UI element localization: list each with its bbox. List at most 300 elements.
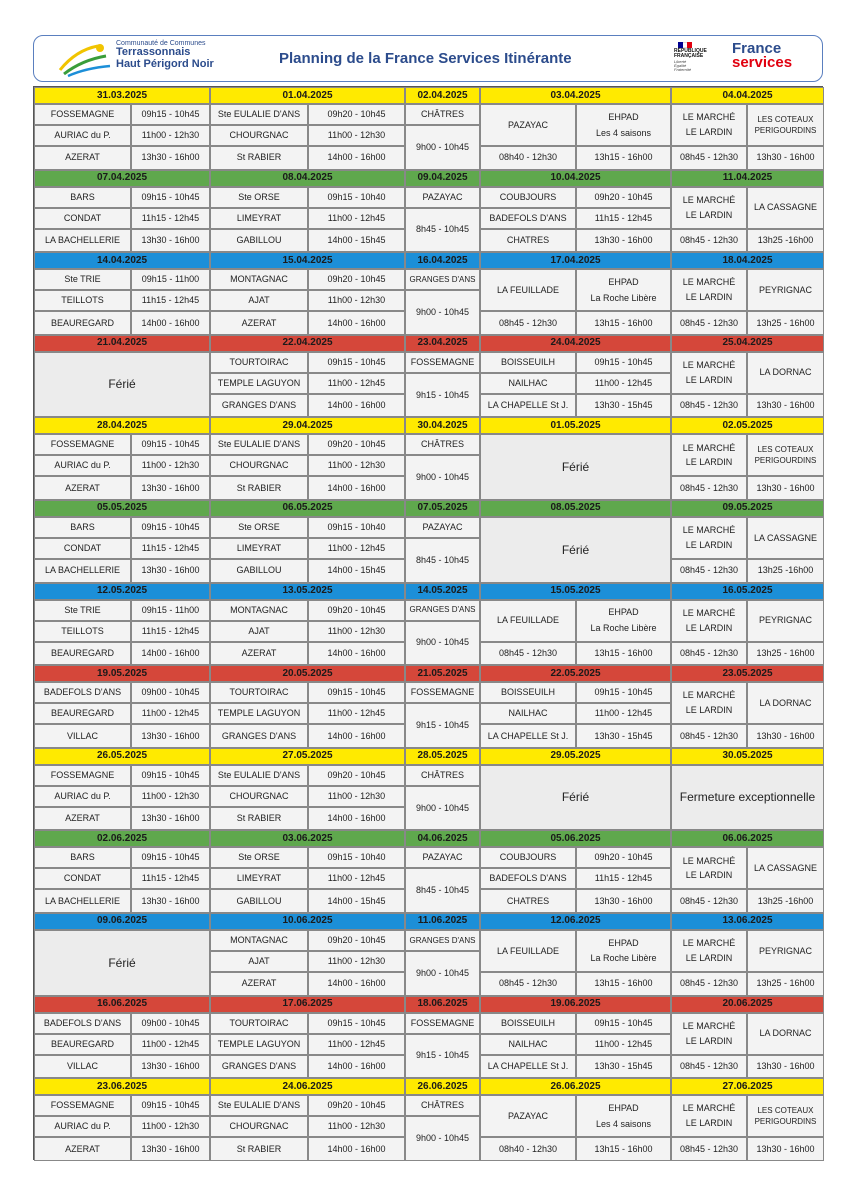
time-cell: 11h00 - 12h30 [131,786,210,807]
place-cell: CHÂTRES [405,104,480,125]
place-cell: Ste ORSE [210,517,308,538]
cell-line: LE LARDIN [685,952,733,963]
time-cell: 13h30 - 16h00 [131,476,210,500]
time-cell: 11h00 - 12h30 [131,125,210,146]
place-cell: GRANGES D'ANS [405,600,480,621]
time-cell: 14h00 - 16h00 [308,1137,405,1161]
time-cell: 11h00 - 12h45 [576,1034,671,1055]
cell-line: LE LARDIN [685,705,733,716]
time-cell: 14h00 - 16h00 [308,724,405,748]
day-header: 25.04.2025 [671,335,824,352]
time-cell: 11h00 - 12h30 [308,621,405,642]
place-cell: Ste EULALIE D'ANS [210,434,308,455]
time-cell: 14h00 - 16h00 [308,1055,405,1079]
time-cell: 14h00 - 16h00 [308,972,405,996]
fri-morning-place [671,1095,747,1137]
fri-afternoon-place: LA DORNAC [747,1013,824,1055]
rf-line2: FRANÇAISE [674,53,704,60]
place-cell: BARS [34,187,131,208]
fri-morning-time: 08h45 - 12h30 [671,394,747,418]
place-cell: FOSSEMAGNE [405,1013,480,1034]
cell-line: LE MARCHÉ [682,1103,736,1114]
holiday-cell: Férié [34,352,210,418]
time-cell: 13h30 - 15h45 [576,394,671,418]
time-cell: 13h15 - 16h00 [576,146,671,170]
fri-morning-time: 08h45 - 12h30 [671,476,747,500]
day-header: 16.04.2025 [405,252,480,269]
fri-morning-place [671,269,747,311]
fri-afternoon-place: PEYRIGNAC [747,930,824,972]
place-cell: CHATRES [480,889,576,913]
time-cell: 09h00 - 10h45 [131,1013,210,1034]
time-cell: 13h30 - 16h00 [131,146,210,170]
place-cell: CHATRES [480,229,576,253]
place-cell: GABILLOU [210,229,308,253]
cc-small-label: Communauté de Communes [116,40,206,47]
place-cell: TOURTOIRAC [210,1013,308,1034]
fri-morning-time: 08h45 - 12h30 [671,1137,747,1161]
time-cell: 13h15 - 16h00 [576,311,671,335]
cell-line: La Roche Libère [590,292,657,303]
place-cell: LIMEYRAT [210,208,308,229]
day-header: 22.04.2025 [210,335,405,352]
fri-morning-place [671,104,747,146]
time-cell: 9h00 - 10h45 [405,786,480,831]
day-header: 22.05.2025 [480,665,671,682]
time-cell: 09h15 - 10h45 [131,765,210,786]
place-cell: PAZAYAC [480,1095,576,1137]
time-cell: 14h00 - 16h00 [308,476,405,500]
time-cell: 09h15 - 10h45 [576,682,671,703]
fri-afternoon-place: LA CASSAGNE [747,187,824,229]
fri-morning-place [671,187,747,229]
time-cell: 11h00 - 12h30 [308,455,405,476]
place-cell: GABILLOU [210,889,308,913]
fs-line1: France [732,40,782,57]
cell-line: LES COTEAUX [757,445,814,455]
day-header: 10.04.2025 [480,170,671,187]
cell-line: LE LARDIN [685,292,733,303]
time-cell: 14h00 - 16h00 [308,807,405,831]
fri-afternoon-place [747,434,824,476]
place-cell: BADEFOLS D'ANS [34,682,131,703]
day-header: 18.06.2025 [405,996,480,1013]
day-header: 04.06.2025 [405,830,480,847]
place-cell: AURIAC du P. [34,1116,131,1137]
cell-line: PERIGOURDINS [754,125,817,135]
time-cell: 11h15 - 12h45 [131,538,210,559]
place-cell: NAILHAC [480,703,576,724]
time-cell: 13h30 - 16h00 [131,724,210,748]
day-header: 16.05.2025 [671,583,824,600]
place-cell: CHOURGNAC [210,125,308,146]
time-cell: 9h00 - 10h45 [405,125,480,170]
fri-morning-time: 08h45 - 12h30 [671,889,747,913]
fri-morning-time: 08h45 - 12h30 [671,972,747,996]
place-cell: CHOURGNAC [210,455,308,476]
fri-morning-place [671,682,747,724]
fri-morning-time: 08h45 - 12h30 [671,146,747,170]
place-cell: TEMPLE LAGUYON [210,1034,308,1055]
day-header: 29.05.2025 [480,748,671,765]
day-header: 07.05.2025 [405,500,480,517]
fri-morning-place [671,930,747,972]
schedule-table [33,86,823,1160]
fri-morning-time: 08h45 - 12h30 [671,1055,747,1079]
cell-line: EHPAD [608,1102,639,1113]
place-cell: CHÂTRES [405,1095,480,1116]
time-cell: 14h00 - 15h45 [308,559,405,583]
cell-line: LE MARCHÉ [682,690,736,701]
place-cell: AJAT [210,621,308,642]
fri-morning-time: 08h45 - 12h30 [671,229,747,253]
fri-afternoon-place [747,104,824,146]
day-header: 26.05.2025 [34,748,210,765]
place-cell: LA CHAPELLE St J. [480,394,576,418]
place-cell: COUBJOURS [480,187,576,208]
fri-afternoon-place: LA CASSAGNE [747,517,824,559]
place-cell: FOSSEMAGNE [405,682,480,703]
day-header: 21.05.2025 [405,665,480,682]
time-cell: 08h45 - 12h30 [480,311,576,335]
place-cell: LA FEUILLADE [480,269,576,311]
day-header: 04.04.2025 [671,87,824,104]
cell-line: LES COTEAUX [757,114,814,124]
day-header: 05.05.2025 [34,500,210,517]
fri-afternoon-time: 13h25 -16h00 [747,889,824,913]
time-cell: 09h15 - 10h45 [131,517,210,538]
cc-name-line2: Haut Périgord Noir [116,57,214,70]
place-cell: AURIAC du P. [34,125,131,146]
place-cell: LA BACHELLERIE [34,229,131,253]
place-cell: GRANGES D'ANS [405,930,480,951]
place-cell: VILLAC [34,1055,131,1079]
time-cell: 09h00 - 10h45 [131,682,210,703]
cell-line: LE LARDIN [685,374,733,385]
day-header: 17.04.2025 [480,252,671,269]
day-header: 13.06.2025 [671,913,824,930]
ehpad-cell [576,1095,671,1137]
place-cell: BEAUREGARD [34,1034,131,1055]
fri-afternoon-time: 13h25 - 16h00 [747,642,824,666]
time-cell: 13h15 - 16h00 [576,642,671,666]
fs-line2: services [732,54,793,72]
time-cell: 13h30 - 16h00 [576,889,671,913]
cell-line: LE LARDIN [685,870,733,881]
cc-name-line1: Terrassonnais [116,46,191,59]
day-header: 16.06.2025 [34,996,210,1013]
time-cell: 13h30 - 16h00 [131,1137,210,1161]
cell-line: La Roche Libère [590,953,657,964]
place-cell: LA FEUILLADE [480,930,576,972]
day-header: 01.05.2025 [480,417,671,434]
time-cell: 9h00 - 10h45 [405,1116,480,1161]
cell-line: LE MARCHÉ [682,607,736,618]
fri-afternoon-time: 13h25 - 16h00 [747,311,824,335]
time-cell: 8h45 - 10h45 [405,538,480,583]
time-cell: 11h00 - 12h45 [131,703,210,724]
time-cell: 09h20 - 10h45 [308,1095,405,1116]
time-cell: 14h00 - 16h00 [308,311,405,335]
place-cell: BOISSEUILH [480,682,576,703]
cell-line: LE LARDIN [685,127,733,137]
time-cell: 8h45 - 10h45 [405,868,480,913]
place-cell: MONTAGNAC [210,269,308,290]
day-header: 31.03.2025 [34,87,210,104]
day-header: 15.05.2025 [480,583,671,600]
cell-line: LE MARCHÉ [682,194,736,205]
ehpad-cell [576,104,671,146]
place-cell: GABILLOU [210,559,308,583]
rf-motto3: Fraternité [674,66,692,72]
holiday-cell: Férié [480,434,671,500]
time-cell: 08h40 - 12h30 [480,1137,576,1161]
time-cell: 13h30 - 16h00 [131,889,210,913]
time-cell: 09h20 - 10h45 [308,600,405,621]
place-cell: PAZAYAC [480,104,576,146]
place-cell: Ste EULALIE D'ANS [210,1095,308,1116]
time-cell: 08h40 - 12h30 [480,146,576,170]
ehpad-cell [576,600,671,642]
time-cell: 09h20 - 10h45 [308,269,405,290]
place-cell: AJAT [210,290,308,311]
cell-line: LE LARDIN [685,622,733,633]
place-cell: BARS [34,847,131,868]
day-header: 23.06.2025 [34,1078,210,1095]
fri-afternoon-time: 13h30 - 16h00 [747,394,824,418]
time-cell: 08h45 - 12h30 [480,972,576,996]
day-header: 03.04.2025 [480,87,671,104]
place-cell: TEMPLE LAGUYON [210,703,308,724]
cell-line: LE MARCHÉ [682,359,736,370]
fri-afternoon-place: LA DORNAC [747,352,824,394]
cell-line: LE MARCHÉ [682,938,736,949]
place-cell: AZERAT [210,311,308,335]
rf-motto2: Égalité [674,62,687,68]
time-cell: 11h00 - 12h45 [308,208,405,229]
place-cell: TEMPLE LAGUYON [210,373,308,394]
cell-line: LES COTEAUX [757,1106,814,1116]
day-header: 08.04.2025 [210,170,405,187]
place-cell: CONDAT [34,208,131,229]
page-title: Planning de la France Services Itinérante [279,50,572,67]
cell-line: LE LARDIN [685,539,733,550]
place-cell: AZERAT [34,476,131,500]
place-cell: BOISSEUILH [480,352,576,373]
day-header: 27.05.2025 [210,748,405,765]
day-header: 20.06.2025 [671,996,824,1013]
time-cell: 13h30 - 16h00 [131,559,210,583]
time-cell: 14h00 - 15h45 [308,889,405,913]
place-cell: BADEFOLS D'ANS [34,1013,131,1034]
time-cell: 09h15 - 10h45 [131,104,210,125]
place-cell: Ste EULALIE D'ANS [210,765,308,786]
republique-francaise-logo [674,42,714,76]
ehpad-cell [576,269,671,311]
place-cell: LA BACHELLERIE [34,559,131,583]
place-cell: FOSSEMAGNE [405,352,480,373]
time-cell: 09h15 - 10h45 [131,1095,210,1116]
fri-afternoon-place: LA CASSAGNE [747,847,824,889]
day-header: 20.05.2025 [210,665,405,682]
day-header: 28.05.2025 [405,748,480,765]
day-header: 05.06.2025 [480,830,671,847]
fri-afternoon-time: 13h30 - 16h00 [747,1137,824,1161]
time-cell: 09h15 - 10h45 [308,352,405,373]
holiday-cell: Férié [480,765,671,831]
time-cell: 11h00 - 12h45 [131,1034,210,1055]
fri-morning-place [671,434,747,476]
day-header: 11.06.2025 [405,913,480,930]
cell-line: La Roche Libère [590,623,657,634]
place-cell: Ste TRIE [34,600,131,621]
time-cell: 09h15 - 10h40 [308,517,405,538]
day-header: 26.06.2025 [405,1078,480,1095]
fri-afternoon-place: PEYRIGNAC [747,269,824,311]
place-cell: AZERAT [34,807,131,831]
day-header: 24.06.2025 [210,1078,405,1095]
cell-line: Les 4 saisons [595,127,652,138]
day-header: 08.05.2025 [480,500,671,517]
day-header: 07.04.2025 [34,170,210,187]
fri-morning-place [671,352,747,394]
day-header: 02.05.2025 [671,417,824,434]
time-cell: 11h00 - 12h45 [576,703,671,724]
day-header: 12.05.2025 [34,583,210,600]
fri-morning-time: 08h45 - 12h30 [671,559,747,583]
place-cell: LIMEYRAT [210,868,308,889]
time-cell: 13h30 - 16h00 [131,1055,210,1079]
cell-line: PERIGOURDINS [754,455,817,465]
time-cell: 11h15 - 12h45 [131,290,210,311]
cell-line: LE MARCHÉ [682,277,736,288]
time-cell: 11h00 - 12h30 [308,1116,405,1137]
day-header: 23.05.2025 [671,665,824,682]
time-cell: 11h15 - 12h45 [131,208,210,229]
time-cell: 13h30 - 16h00 [576,229,671,253]
day-header: 27.06.2025 [671,1078,824,1095]
place-cell: BEAUREGARD [34,703,131,724]
time-cell: 9h00 - 10h45 [405,621,480,666]
time-cell: 13h30 - 15h45 [576,724,671,748]
day-header: 03.06.2025 [210,830,405,847]
place-cell: LA BACHELLERIE [34,889,131,913]
time-cell: 11h00 - 12h45 [308,868,405,889]
time-cell: 09h15 - 10h45 [308,682,405,703]
fri-afternoon-place: LA DORNAC [747,682,824,724]
closure-cell: Fermeture exceptionnelle [671,765,824,831]
place-cell: NAILHAC [480,373,576,394]
fri-afternoon-time: 13h30 - 16h00 [747,1055,824,1079]
fri-morning-place [671,517,747,559]
france-services-logo [732,42,792,71]
cell-line: LE MARCHÉ [682,112,736,123]
time-cell: 9h15 - 10h45 [405,373,480,418]
rf-line1: RÉPUBLIQUE [674,48,707,54]
place-cell: BARS [34,517,131,538]
place-cell: St RABIER [210,1137,308,1161]
place-cell: GRANGES D'ANS [210,724,308,748]
day-header: 12.06.2025 [480,913,671,930]
fri-afternoon-time: 13h25 -16h00 [747,229,824,253]
day-header: 24.04.2025 [480,335,671,352]
rf-motto1: Liberté [674,58,687,64]
place-cell: CONDAT [34,868,131,889]
place-cell: TEILLOTS [34,621,131,642]
time-cell: 13h30 - 15h45 [576,1055,671,1079]
place-cell: FOSSEMAGNE [34,434,131,455]
time-cell: 9h00 - 10h45 [405,951,480,996]
time-cell: 09h15 - 11h00 [131,269,210,290]
cell-line: EHPAD [608,937,639,948]
time-cell: 9h00 - 10h45 [405,290,480,335]
time-cell: 09h15 - 10h45 [131,434,210,455]
place-cell: CHÂTRES [405,765,480,786]
time-cell: 14h00 - 16h00 [308,146,405,170]
day-header: 30.04.2025 [405,417,480,434]
time-cell: 11h00 - 12h30 [308,786,405,807]
time-cell: 09h20 - 10h45 [576,847,671,868]
place-cell: BEAUREGARD [34,642,131,666]
place-cell: AZERAT [34,146,131,170]
place-cell: LA FEUILLADE [480,600,576,642]
cell-line: LE LARDIN [685,457,733,468]
time-cell: 09h20 - 10h45 [308,104,405,125]
day-header: 09.06.2025 [34,913,210,930]
time-cell: 13h15 - 16h00 [576,972,671,996]
day-header: 21.04.2025 [34,335,210,352]
place-cell: GRANGES D'ANS [210,1055,308,1079]
time-cell: 09h15 - 10h40 [308,187,405,208]
place-cell: GRANGES D'ANS [405,269,480,290]
fri-morning-place [671,1013,747,1055]
day-header: 26.06.2025 [480,1078,671,1095]
time-cell: 11h00 - 12h30 [308,125,405,146]
time-cell: 14h00 - 16h00 [308,642,405,666]
place-cell: CHOURGNAC [210,1116,308,1137]
place-cell: MONTAGNAC [210,930,308,951]
place-cell: St RABIER [210,476,308,500]
place-cell: AZERAT [210,972,308,996]
time-cell: 09h15 - 10h45 [308,1013,405,1034]
day-header: 17.06.2025 [210,996,405,1013]
day-header: 11.04.2025 [671,170,824,187]
time-cell: 11h00 - 12h45 [308,703,405,724]
time-cell: 09h15 - 10h45 [131,187,210,208]
place-cell: TEILLOTS [34,290,131,311]
place-cell: BADEFOLS D'ANS [480,868,576,889]
time-cell: 14h00 - 16h00 [131,311,210,335]
place-cell: PAZAYAC [405,187,480,208]
fri-afternoon-time: 13h30 - 16h00 [747,146,824,170]
day-header: 19.06.2025 [480,996,671,1013]
day-header: 14.05.2025 [405,583,480,600]
time-cell: 09h15 - 11h00 [131,600,210,621]
day-header: 13.05.2025 [210,583,405,600]
time-cell: 13h15 - 16h00 [576,1137,671,1161]
time-cell: 14h00 - 16h00 [308,394,405,418]
day-header: 02.06.2025 [34,830,210,847]
fri-afternoon-time: 13h30 - 16h00 [747,476,824,500]
time-cell: 11h00 - 12h30 [131,455,210,476]
fri-morning-time: 08h45 - 12h30 [671,724,747,748]
place-cell: LA CHAPELLE St J. [480,1055,576,1079]
place-cell: FOSSEMAGNE [34,1095,131,1116]
day-header: 14.04.2025 [34,252,210,269]
day-header: 06.06.2025 [671,830,824,847]
cell-line: LE LARDIN [685,1118,733,1129]
cell-line: LE MARCHÉ [682,855,736,866]
